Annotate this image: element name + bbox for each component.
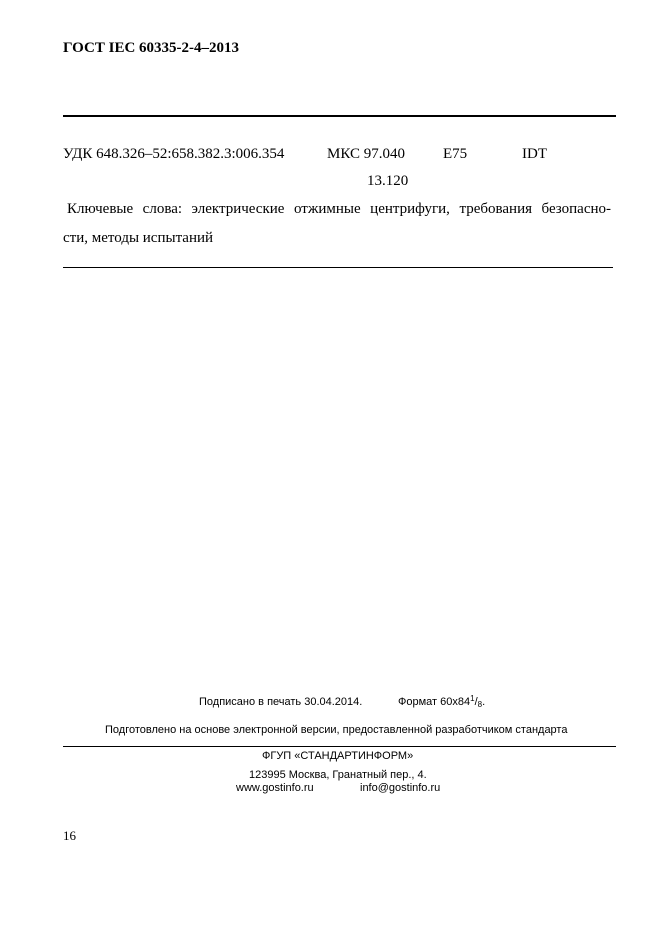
publisher-name: ФГУП «СТАНДАРТИНФОРМ» bbox=[262, 750, 414, 762]
header-divider bbox=[63, 115, 616, 117]
print-format-prefix: Формат 60х84 bbox=[398, 696, 471, 708]
document-header-title: ГОСТ IEC 60335-2-4–2013 bbox=[63, 40, 240, 56]
idt-marker: IDT bbox=[522, 146, 547, 162]
signed-for-print-date: Подписано в печать 30.04.2014. bbox=[199, 696, 363, 708]
keywords-line-2: сти, методы испытаний bbox=[63, 230, 214, 246]
mks-code-primary: МКС 97.040 bbox=[327, 146, 405, 162]
print-format-numerator: 1 bbox=[470, 694, 475, 703]
page-number: 16 bbox=[63, 828, 76, 843]
mks-code-secondary: 13.120 bbox=[367, 173, 409, 189]
print-format-denominator: 8 bbox=[477, 700, 483, 709]
udk-code: УДК 648.326–52:658.382.3:006.354 bbox=[63, 146, 285, 162]
keywords-line-1: Ключевые слова: электрические отжимные центрифуги, требования безопасно- bbox=[67, 201, 611, 217]
okp-code: Е75 bbox=[443, 146, 468, 162]
publisher-email: info@gostinfo.ru bbox=[360, 782, 441, 794]
publisher-website: www.gostinfo.ru bbox=[236, 782, 314, 794]
imprint-divider bbox=[63, 746, 616, 747]
print-format-suffix: . bbox=[482, 696, 486, 708]
prepared-note: Подготовлено на основе электронной версии, предоставленной разработчиком стандарта bbox=[105, 724, 568, 736]
keywords-divider bbox=[63, 267, 613, 268]
print-format-slash: / bbox=[474, 696, 478, 708]
print-format bbox=[398, 696, 485, 708]
publisher-address: 123995 Москва, Гранатный пер., 4. bbox=[249, 769, 427, 781]
